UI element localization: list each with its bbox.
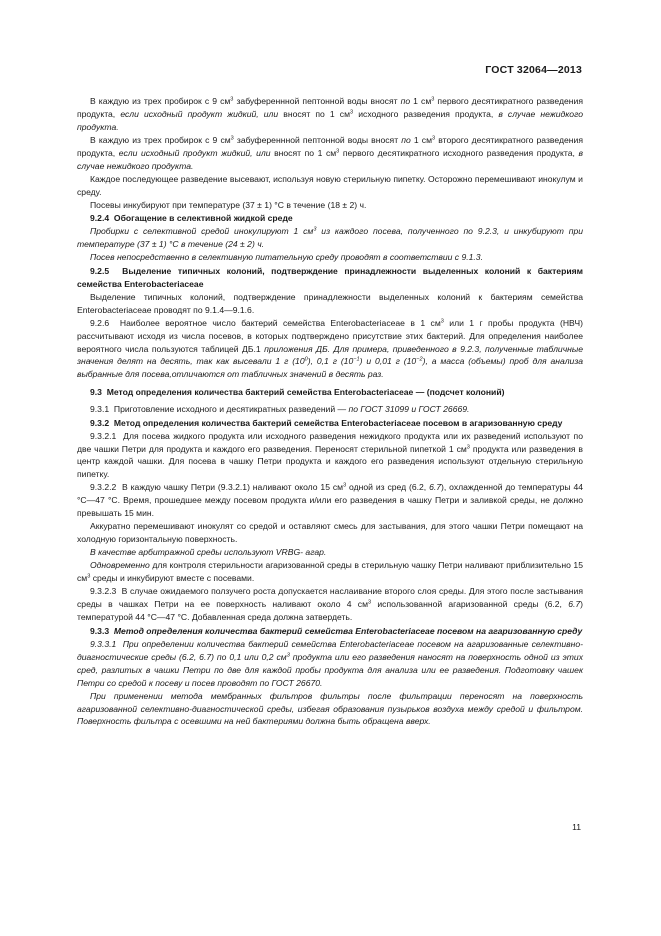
section-heading: 9.3.2 Метод определения количества бактерий семейства Enterobacteriaceae посевом в агаризованную среду <box>90 417 563 428</box>
paragraph: Выделение типичных колоний, подтверждение принадлежности выделенных колоний к бактериям семейства Enterobacteriaceae проводят по 9.1.4—9.1.6. <box>77 291 583 315</box>
paragraph: Одновременно для контроля стерильности агаризованной среды в стерильную чашку Петри наливают приблизительно 15 $см^3$ среды и инкубируют вместе с посевами. <box>77 560 583 584</box>
section-heading: 9.3 Метод определения количества бактерий семейства Enterobacteriaceae — (подсчет колоний) <box>90 387 505 398</box>
paragraph: 9.2.6 Наиболее вероятное число бактерий семейства Enterobacteriaceae в 1 $см^3$ или 1 г пробы продукта (НВЧ) рассчитывают исходя из числа посевов, в которых подтверждено присутствие этих бактерий. Для определения наиболее вероятного числа пользуются таблицей ДБ.1 приложения ДБ. Для примера, приведенного в 9.2.3, полученные табличные значения делят на десять, так как высевали 1 г $(10^0)$, 0,1 г $(10^{-1})$ и 0,01 г $(10^{-2})$, а масса (объемы) проб для анализа выбранные для посева,отличаются от табличных значений в десять раз. <box>77 317 584 380</box>
paragraph: 9.3.2.1 Для посева жидкого продукта или исходного разведения нежидкого продукта или их разведений используют по две чашки Петри для продукта и каждого его разведения. Переносят стерильной пипеткой 1 $см^3$ продукта или разведения в центр каждой чашки. Для посева в чашку Петри продукта и каждого его разведения используют отдельную стерильную пипетку. <box>77 430 583 480</box>
paragraph: В каждую из трех пробирок с 9 $см^3$ забуференнной пептонной воды вносят по 1 $см^3$ второго десятикратного разведения продукта, если исходный продукт жидкий, или вносят по 1 $см^3$ первого десятикратного исходного разведения продукта, в случае нежидкого продукта. <box>77 134 583 171</box>
italic-paragraph: 9.3.3.1 При определении количества бактерий семейства Enterobacteriaceae посевом на агаризованные селективно-диагностические среды (6.2, 6.7) по 0,1 или 0,2 $см^3$ продукта или его разведения наносят на поверхность одной из этих сред, разлитых в чашки Петри по две для каждой пробы продукта для анализа или ее разведения. Подготовку чашек Петри со средой к посеву и посев проводят по ГОСТ 26670. <box>77 638 583 688</box>
section-heading: 9.2.4 Обогащение в селективной жидкой среде <box>90 213 293 224</box>
section-heading: 9.3.3 Метод определения количества бактерий семейства Enterobacteriaceae посевом на агаризованную среду <box>90 625 583 636</box>
section-heading: 9.2.5 Выделение типичных колоний, подтверждение принадлежности выделенных колоний к бактериям семейства Enterobacteriaceae <box>77 265 583 289</box>
paragraph: 9.3.2.2 В каждую чашку Петри (9.3.2.1) наливают около 15 $см^3$ одной из сред (6.2, 6.7), охлажденной до температуры 44 °С—47 °С. Время, прошедшее между посевом продукта и/или его разведения в чашку Петри и заливкой среды, не должно превышать 15 мин. <box>77 482 584 519</box>
document-number: ГОСТ 32064—2013 <box>485 64 582 76</box>
paragraph: 9.3.2.3 В случае ожидаемого ползучего роста допускается наслаивание второго слоя среды. Для этого после застывания среды в чашках Петри на ее поверхность наливают около 4 $см^3$ использованной агаризованной среды (6.2, 6.7) температурой 44 °С—47 °С. Добавленная среда должна затвердеть. <box>77 586 584 623</box>
paragraph: 9.3.1 Приготовление исходного и десятикратных разведений — по ГОСТ 31099 и ГОСТ 26669. <box>90 404 470 415</box>
paragraph: В каждую из трех пробирок с 9 $см^3$ забуференнной пептонной воды вносят по 1 $см^3$ первого десятикратного разведения продукта, если исходный продукт жидкий, или вносят по 1 $см^3$ исходного разведения продукта, в случае нежидкого продукта. <box>77 96 583 132</box>
italic-paragraph: При применении метода мембранных фильтров фильтры после фильтрации переносят на поверхность агаризованной селективно-диагностической среды, избегая образования пузырьков воздуха между средой и фильтром. Поверхность фильтра с осевшими на ней бактериями должна быть обращена вверх. <box>77 690 583 727</box>
italic-paragraph: Пробирки с селективной средой инокулируют 1 $см^3$ из каждого посева, полученного по 9.2.3, и инкубируют при температуре (37 ± 1) °С в течение (24 ± 2) ч. <box>77 226 583 250</box>
paragraph: Каждое последующее разведение высевают, используя новую стерильную пипетку. Осторожно перемешивают инокулум и среду. <box>77 173 583 197</box>
italic-paragraph: В качестве арбитражной среды используют VRBG- агар. <box>90 547 327 558</box>
paragraph: Посевы инкубируют при температуре (37 ± 1) °С в течение (18 ± 2) ч. <box>90 199 367 210</box>
page-number: 11 <box>572 822 581 832</box>
document-body <box>77 95 583 729</box>
italic-paragraph: Посев непосредственно в селективную питательную среду проводят в соответствии с 9.1.3. <box>90 252 483 263</box>
paragraph: Аккуратно перемешивают инокулят со средой и оставляют смесь для застывания, для этого чашки Петри помещают на холодную горизонтальную поверхность. <box>77 521 583 545</box>
